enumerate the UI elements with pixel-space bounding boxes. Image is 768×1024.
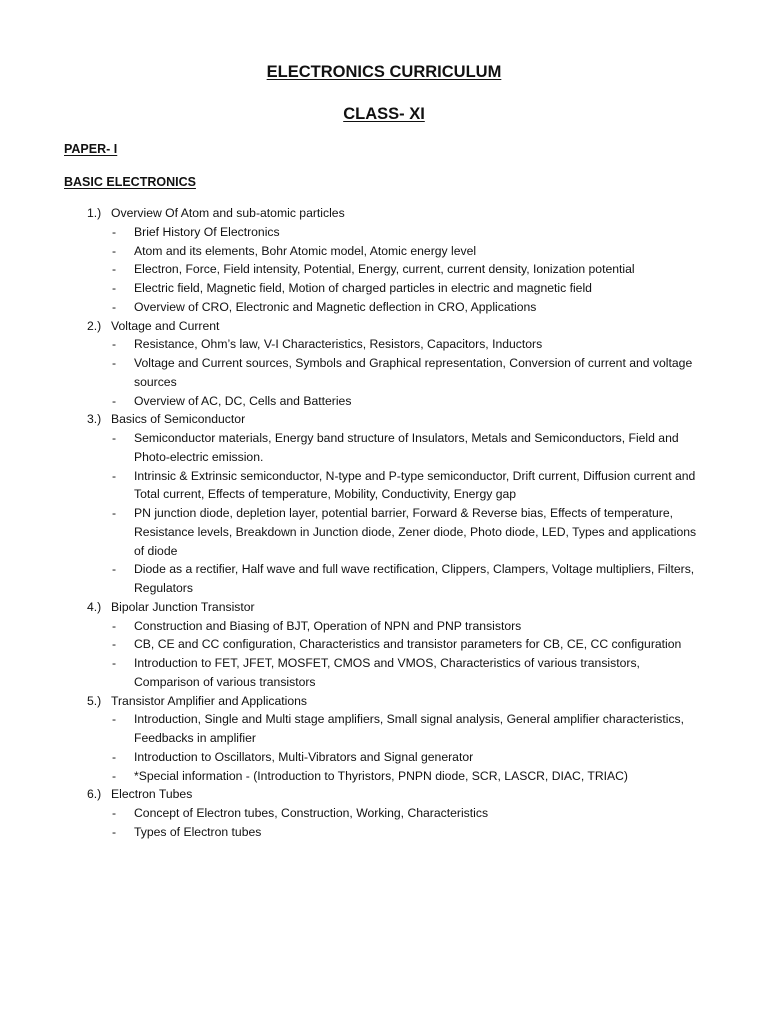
subtopic-item	[0, 223, 768, 242]
subtopic-item	[0, 392, 768, 411]
topic-label: Electron Tubes	[111, 787, 193, 802]
bullet-dash: -	[112, 262, 117, 277]
subtopic-item	[0, 635, 768, 654]
bullet-dash: -	[112, 806, 117, 820]
topic-number: 2.)	[87, 318, 102, 333]
topic-item	[0, 410, 768, 429]
subtopic-text: Introduction to FET, JFET, MOSFET, CMOS and VMOS, Characteristics of various transistors, Comparison of various transistors	[134, 656, 640, 689]
subtopic-text: Overview of AC, DC, Cells and Batteries	[134, 393, 352, 408]
topic-label: Basics of Semiconductor	[111, 412, 246, 427]
subtopic-text: Brief History Of Electronics	[134, 224, 280, 239]
subtopic-text: Types of Electron tubes	[134, 824, 262, 839]
subtopic-text: Overview of CRO, Electronic and Magnetic deflection in CRO, Applications	[134, 299, 537, 314]
bullet-dash: -	[112, 637, 117, 652]
subtopic-text: Concept of Electron tubes, Construction, Working, Characteristics	[134, 806, 489, 820]
subtopic-text: CB, CE and CC configuration, Characteristics and transistor parameters for CB, CE, CC configuration	[134, 637, 682, 652]
subtopic-item	[0, 748, 768, 767]
document-title: ELECTRONICS CURRICULUM	[266, 63, 502, 81]
topic-label: Voltage and Current	[111, 318, 220, 333]
bullet-dash: -	[112, 393, 117, 408]
bullet-dash: -	[112, 337, 117, 352]
subtopic-text: Semiconductor materials, Energy band structure of Insulators, Metals and Semiconductors, Field and Photo-electric emission.	[134, 431, 679, 464]
subtopic-item	[0, 298, 768, 317]
bullet-dash: -	[112, 656, 117, 670]
subtopic-text: Resistance, Ohm’s law, V-I Characteristics, Resistors, Capacitors, Inductors	[134, 337, 543, 352]
topic-item	[0, 692, 768, 711]
subtopic-text: *Special information - (Introduction to Thyristors, PNPN diode, SCR, LASCR, DIAC, TRIAC)	[134, 768, 628, 783]
subtopic-item	[0, 354, 768, 392]
subtopic-item	[0, 279, 768, 298]
bullet-dash: -	[112, 749, 117, 764]
subtopic-item	[0, 823, 768, 842]
class-label: CLASS- XI	[343, 105, 425, 123]
subtopic-item	[0, 429, 768, 467]
topic-item	[0, 317, 768, 336]
bullet-dash: -	[112, 243, 117, 258]
topic-number: 5.)	[87, 693, 102, 708]
bullet-dash: -	[112, 768, 117, 783]
subtopic-item	[0, 617, 768, 636]
subtopic-item	[0, 560, 768, 598]
topic-number: 4.)	[87, 599, 102, 614]
paper-label: PAPER- I	[64, 142, 118, 156]
bullet-dash: -	[112, 618, 117, 633]
bullet-dash: -	[112, 281, 117, 295]
topic-item	[0, 598, 768, 617]
subtopic-item	[0, 654, 768, 692]
topic-number: 3.)	[87, 412, 102, 427]
subtopic-text: Intrinsic & Extrinsic semiconductor, N-type and P-type semiconductor, Drift current, Diffusion current and Total current, Effects of temperature, Mobility, Conductivity, Energy gap	[134, 468, 696, 502]
bullet-dash: -	[112, 224, 117, 239]
subtopic-item	[0, 710, 768, 748]
topic-label: Transistor Amplifier and Applications	[111, 693, 307, 708]
topic-label: Overview Of Atom and sub-atomic particles	[111, 206, 345, 220]
topic-item	[0, 204, 768, 223]
subtopic-item	[0, 242, 768, 261]
subtopic-text: Introduction to Oscillators, Multi-Vibrators and Signal generator	[134, 749, 474, 764]
bullet-dash: -	[112, 468, 117, 483]
subtopic-item	[0, 260, 768, 279]
subtopic-text: Electron, Force, Field intensity, Potential, Energy, current, current density, Ionization potential	[134, 262, 635, 277]
topic-number: 1.)	[87, 206, 102, 220]
subtopic-item	[0, 504, 768, 560]
subtopic-text: Voltage and Current sources, Symbols and Graphical representation, Conversion of current and voltage sources	[134, 356, 693, 389]
section-label: BASIC ELECTRONICS	[64, 175, 196, 189]
topic-number: 6.)	[87, 787, 102, 802]
bullet-dash: -	[112, 431, 117, 445]
bullet-dash: -	[112, 824, 117, 839]
subtopic-text: Electric field, Magnetic field, Motion of charged particles in electric and magnetic field	[134, 281, 592, 295]
subtopic-item	[0, 804, 768, 823]
bullet-dash: -	[112, 712, 117, 727]
bullet-dash: -	[112, 506, 117, 520]
topic-item	[0, 785, 768, 804]
subtopic-item	[0, 467, 768, 505]
bullet-dash: -	[112, 562, 117, 577]
subtopic-text: Diode as a rectifier, Half wave and full wave rectification, Clippers, Clampers, Voltage multipliers, Filters, Regulators	[134, 562, 695, 595]
bullet-dash: -	[112, 356, 117, 370]
bullet-dash: -	[112, 299, 117, 314]
subtopic-item	[0, 335, 768, 354]
topic-list	[0, 204, 768, 842]
subtopic-text: Introduction, Single and Multi stage amplifiers, Small signal analysis, General amplifier characteristics, Feedbacks in amplifier	[134, 712, 685, 745]
subtopic-text: Atom and its elements, Bohr Atomic model, Atomic energy level	[134, 243, 477, 258]
subtopic-text: Construction and Biasing of BJT, Operation of NPN and PNP transistors	[134, 618, 522, 633]
subtopic-text: PN junction diode, depletion layer, potential barrier, Forward & Reverse bias, Effects of temperature, Resistance levels, Breakdown in Junction diode, Zener diode, Photo diode, LED, Types and applications of diode	[134, 506, 697, 558]
topic-label: Bipolar Junction Transistor	[111, 599, 255, 614]
subtopic-item	[0, 767, 768, 786]
